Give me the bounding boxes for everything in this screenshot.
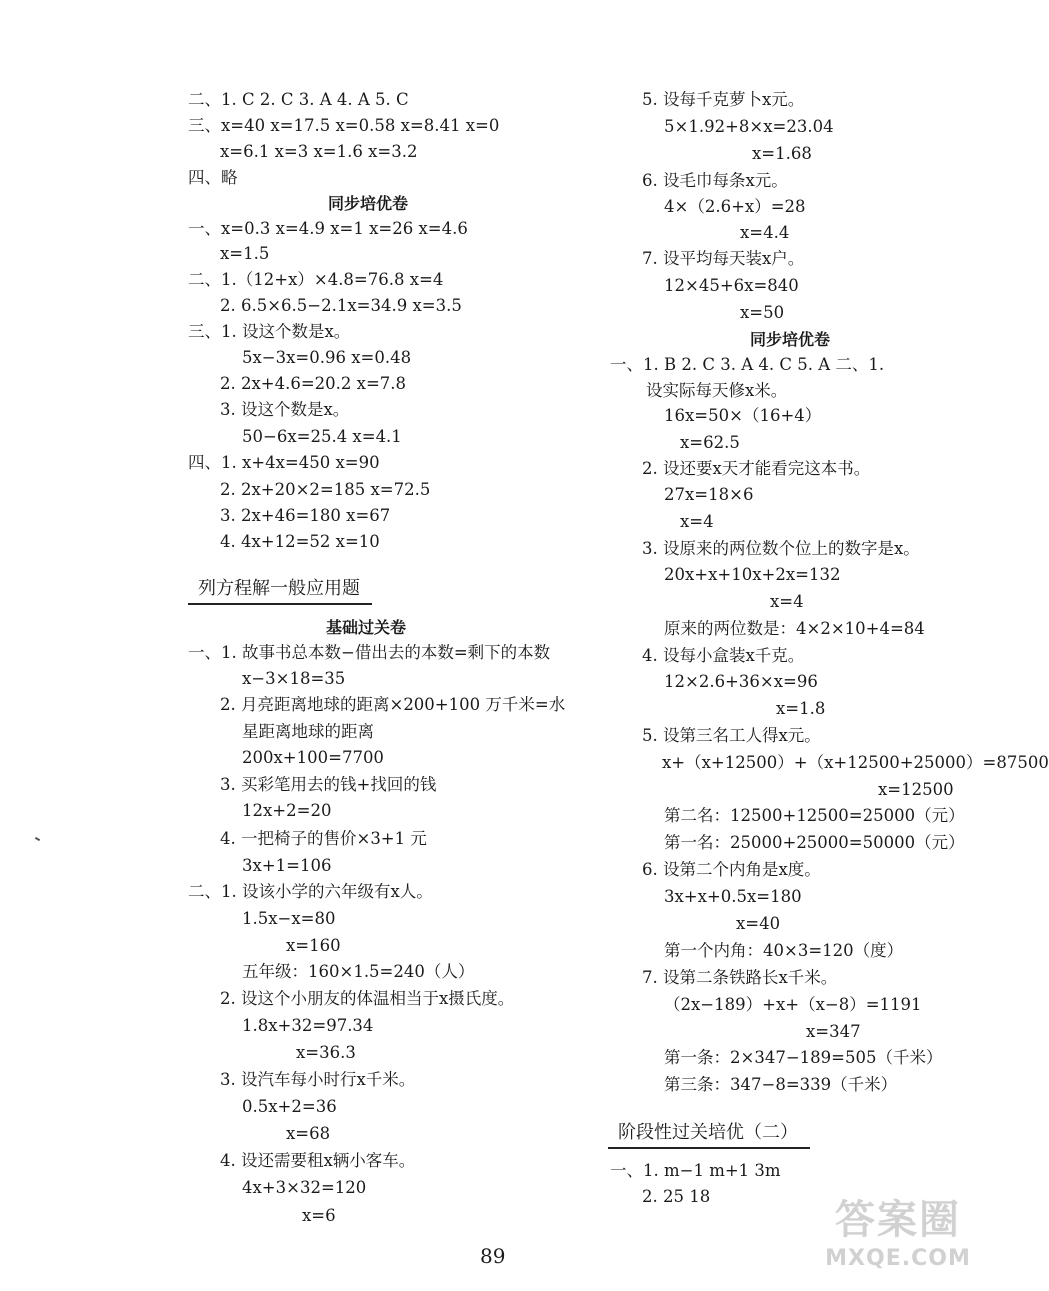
text-line: 4. 一把椅子的售价×3+1 元 (220, 829, 427, 848)
text-line: 4. 设还需要租x辆小客车。 (220, 1151, 416, 1170)
watermark-logo-text: 答案圈 (835, 1197, 961, 1243)
text-line: 2. 设这个小朋友的体温相当于x摄氏度。 (220, 989, 515, 1008)
text-line: （2x−189）+x+（x−8）=1191 (664, 995, 922, 1014)
text-line: 二、1.（12+x）×4.8=76.8 x=4 (188, 270, 444, 289)
text-line: 第二名：12500+12500=25000（元） (664, 806, 965, 825)
text-line: x=4.4 (740, 223, 790, 242)
text-line: 一、1. B 2. C 3. A 4. C 5. A 二、1. (610, 355, 885, 374)
text-line: 3x+1=106 (242, 856, 332, 875)
text-line: x=347 (806, 1022, 861, 1041)
text-line: x+（x+12500）+（x+12500+25000）=87500 (662, 753, 1049, 772)
text-line: x=62.5 (680, 433, 740, 452)
page-number: 89 (480, 1244, 506, 1268)
text-line: x−3×18=35 (242, 669, 346, 688)
section-heading: 列方程解一般应用题 (188, 576, 372, 605)
text-line: 0.5x+2=36 (242, 1097, 337, 1116)
text-line: 4×（2.6+x）=28 (664, 197, 806, 216)
text-line: 一、1. 故事书总本数−借出去的本数=剩下的本数 (188, 643, 551, 662)
text-line: 5. 设每千克萝卜x元。 (642, 90, 805, 109)
text-line: x=12500 (878, 780, 954, 799)
text-line: 2. 月亮距离地球的距离×200+100 万千米=水 (220, 695, 566, 714)
text-line: 200x+100=7700 (242, 748, 384, 767)
text-line: 四、略 (188, 168, 238, 187)
text-line: 2. 2x+4.6=20.2 x=7.8 (220, 374, 407, 393)
text-line: 1.8x+32=97.34 (242, 1016, 374, 1035)
text-line: 第三条：347−8=339（千米） (664, 1075, 898, 1094)
text-line: 4. 设每小盒装x千克。 (642, 646, 805, 665)
text-line: 7. 设平均每天装x户。 (642, 249, 805, 268)
text-line: x=4 (680, 512, 714, 531)
text-line: x=68 (286, 1124, 331, 1143)
text-line: 设实际每天修x米。 (646, 381, 788, 400)
text-line: 2. 25 18 (642, 1187, 711, 1206)
text-line: x=1.8 (776, 699, 826, 718)
text-line: x=36.3 (296, 1043, 356, 1062)
text-line: 6. 设毛巾每条x元。 (642, 171, 788, 190)
text-line: x=6 (302, 1206, 336, 1225)
text-line: x=50 (740, 303, 785, 322)
text-line: 二、1. 设该小学的六年级有x人。 (188, 882, 433, 901)
text-line: 三、x=40 x=17.5 x=0.58 x=8.41 x=0 (188, 116, 500, 135)
text-line: 20x+x+10x+2x=132 (664, 565, 841, 584)
text-line: 3. 设这个数是x。 (220, 400, 350, 419)
text-line: 7. 设第二条铁路长x千米。 (642, 968, 838, 987)
subsection-heading: 基础过关卷 (326, 618, 407, 637)
text-line: x=4 (770, 592, 804, 611)
site-watermark (800, 1195, 996, 1287)
text-line: 3. 设原来的两位数个位上的数字是x。 (642, 539, 920, 558)
subsection-heading: 同步培优卷 (750, 330, 831, 349)
scan-speck (35, 837, 40, 841)
text-line: 12x+2=20 (242, 801, 332, 820)
text-line: 5. 设第三名工人得x元。 (642, 726, 821, 745)
subsection-heading: 同步培优卷 (328, 194, 409, 213)
watermark-url-text: MXQE.COM (825, 1246, 971, 1271)
section-heading: 阶段性过关培优（二） (608, 1120, 810, 1149)
text-line: 3. 2x+46=180 x=67 (220, 506, 391, 525)
text-line: 6. 设第二个内角是x度。 (642, 860, 821, 879)
text-line: 12×45+6x=840 (664, 276, 799, 295)
text-line: x=1.5 (220, 244, 270, 263)
text-line: 27x=18×6 (664, 485, 754, 504)
text-line: 3. 买彩笔用去的钱+找回的钱 (220, 775, 437, 794)
text-line: 星距离地球的距离 (242, 722, 374, 741)
text-line: 4x+3×32=120 (242, 1178, 367, 1197)
text-line: 原来的两位数是：4×2×10+4=84 (664, 619, 925, 638)
text-line: 3x+x+0.5x=180 (664, 887, 802, 906)
text-line: 50−6x=25.4 x=4.1 (242, 427, 402, 446)
text-line: 2. 6.5×6.5−2.1x=34.9 x=3.5 (220, 296, 462, 315)
text-line: 一、1. m−1 m+1 3m (610, 1161, 781, 1180)
text-line: 三、1. 设这个数是x。 (188, 322, 351, 341)
text-line: 5×1.92+8×x=23.04 (664, 117, 834, 136)
text-line: 二、1. C 2. C 3. A 4. A 5. C (188, 90, 409, 109)
text-line: 一、x=0.3 x=4.9 x=1 x=26 x=4.6 (188, 219, 468, 238)
text-line: 1.5x−x=80 (242, 909, 336, 928)
text-line: 16x=50×（16+4） (664, 406, 822, 425)
text-line: 5x−3x=0.96 x=0.48 (242, 348, 412, 367)
text-line: x=160 (286, 936, 341, 955)
text-line: 4. 4x+12=52 x=10 (220, 532, 380, 551)
text-line: 第一个内角：40×3=120（度） (664, 941, 904, 960)
text-line: x=40 (736, 914, 781, 933)
text-line: 第一名：25000+25000=50000（元） (664, 833, 965, 852)
text-line: 第一条：2×347−189=505（千米） (664, 1048, 943, 1067)
text-line: 2. 设还要x天才能看完这本书。 (642, 459, 871, 478)
text-line: x=6.1 x=3 x=1.6 x=3.2 (220, 142, 418, 161)
text-line: 12×2.6+36×x=96 (664, 672, 818, 691)
text-line: 五年级：160×1.5=240（人） (242, 962, 475, 981)
text-line: 3. 设汽车每小时行x千米。 (220, 1070, 416, 1089)
text-line: 四、1. x+4x=450 x=90 (188, 453, 380, 472)
text-line: 2. 2x+20×2=185 x=72.5 (220, 480, 431, 499)
text-line: x=1.68 (752, 144, 812, 163)
